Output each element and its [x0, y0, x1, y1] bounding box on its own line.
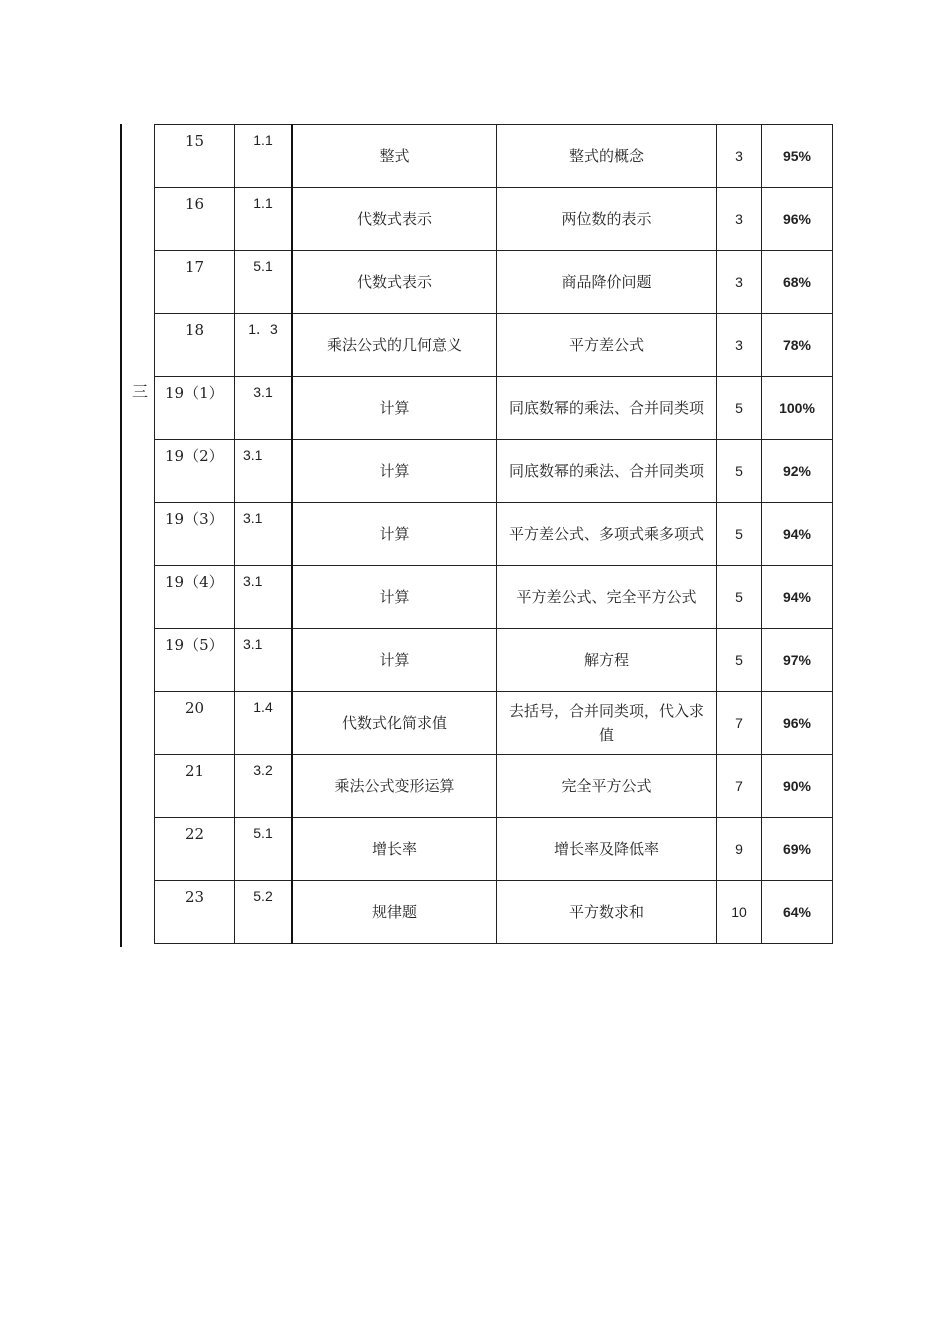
- score-cell: 5: [717, 377, 762, 440]
- table-row: [155, 755, 833, 818]
- standard-code-cell: 1.4: [235, 692, 293, 755]
- table-row: [155, 251, 833, 314]
- correct-rate-cell: 69%: [762, 818, 833, 881]
- question-number-cell: 16: [155, 188, 235, 251]
- standard-code-cell: 3.1: [235, 377, 293, 440]
- question-number-cell: 19（5）: [155, 629, 235, 692]
- topic-cell: 计算: [292, 440, 497, 503]
- question-number-cell: 19（3）: [155, 503, 235, 566]
- score-cell: 3: [717, 188, 762, 251]
- topic-cell: 乘法公式变形运算: [292, 755, 497, 818]
- knowledge-point-cell: 平方差公式、完全平方公式: [497, 566, 717, 629]
- knowledge-point-cell: 商品降价问题: [497, 251, 717, 314]
- table-row: [155, 566, 833, 629]
- question-number-cell: 17: [155, 251, 235, 314]
- topic-cell: 代数式化简求值: [292, 692, 497, 755]
- topic-cell: 增长率: [292, 818, 497, 881]
- correct-rate-cell: 100%: [762, 377, 833, 440]
- correct-rate-cell: 96%: [762, 188, 833, 251]
- correct-rate-cell: 96%: [762, 692, 833, 755]
- knowledge-point-cell: 同底数幂的乘法、合并同类项: [497, 440, 717, 503]
- topic-cell: 代数式表示: [292, 251, 497, 314]
- standard-code-cell: 1.1: [235, 125, 293, 188]
- topic-cell: 规律题: [292, 881, 497, 944]
- table-row: [155, 440, 833, 503]
- topic-cell: 计算: [292, 377, 497, 440]
- question-number-cell: 23: [155, 881, 235, 944]
- topic-cell: 代数式表示: [292, 188, 497, 251]
- table-row: [155, 692, 833, 755]
- table-row: [155, 188, 833, 251]
- knowledge-point-cell: 同底数幂的乘法、合并同类项: [497, 377, 717, 440]
- table-row: [155, 629, 833, 692]
- correct-rate-cell: 90%: [762, 755, 833, 818]
- knowledge-point-cell: 解方程: [497, 629, 717, 692]
- score-cell: 10: [717, 881, 762, 944]
- table-row: [155, 881, 833, 944]
- knowledge-point-cell: 平方差公式: [497, 314, 717, 377]
- question-number-cell: 18: [155, 314, 235, 377]
- correct-rate-cell: 64%: [762, 881, 833, 944]
- standard-code-cell: 5.2: [235, 881, 293, 944]
- correct-rate-cell: 94%: [762, 503, 833, 566]
- correct-rate-cell: 95%: [762, 125, 833, 188]
- correct-rate-cell: 92%: [762, 440, 833, 503]
- score-cell: 3: [717, 251, 762, 314]
- score-cell: 7: [717, 692, 762, 755]
- table-row: [155, 818, 833, 881]
- correct-rate-cell: 97%: [762, 629, 833, 692]
- question-analysis-table: [154, 124, 833, 944]
- knowledge-point-cell: 两位数的表示: [497, 188, 717, 251]
- section-label: 三: [131, 382, 148, 401]
- topic-cell: 乘法公式的几何意义: [292, 314, 497, 377]
- knowledge-point-cell: 去括号，合并同类项，代入求值: [497, 692, 717, 755]
- standard-code-cell: 3.2: [235, 755, 293, 818]
- knowledge-point-cell: 完全平方公式: [497, 755, 717, 818]
- question-number-cell: 21: [155, 755, 235, 818]
- knowledge-point-cell: 增长率及降低率: [497, 818, 717, 881]
- standard-code-cell: 3.1: [235, 440, 293, 503]
- table-row: [155, 503, 833, 566]
- topic-cell: 计算: [292, 503, 497, 566]
- knowledge-point-cell: 平方数求和: [497, 881, 717, 944]
- standard-code-cell: 5.1: [235, 818, 293, 881]
- topic-cell: 计算: [292, 566, 497, 629]
- topic-cell: 计算: [292, 629, 497, 692]
- correct-rate-cell: 68%: [762, 251, 833, 314]
- question-number-cell: 15: [155, 125, 235, 188]
- standard-code-cell: 1．3: [235, 314, 293, 377]
- score-cell: 5: [717, 440, 762, 503]
- score-cell: 5: [717, 629, 762, 692]
- standard-code-cell: 1.1: [235, 188, 293, 251]
- score-cell: 3: [717, 125, 762, 188]
- score-cell: 9: [717, 818, 762, 881]
- score-cell: 7: [717, 755, 762, 818]
- standard-code-cell: 3.1: [235, 503, 293, 566]
- standard-code-cell: 3.1: [235, 629, 293, 692]
- section-bracket-line: [120, 124, 122, 947]
- question-number-cell: 19（1）: [155, 377, 235, 440]
- score-cell: 3: [717, 314, 762, 377]
- knowledge-point-cell: 整式的概念: [497, 125, 717, 188]
- standard-code-cell: 3.1: [235, 566, 293, 629]
- correct-rate-cell: 78%: [762, 314, 833, 377]
- question-number-cell: 19（4）: [155, 566, 235, 629]
- score-cell: 5: [717, 566, 762, 629]
- topic-cell: 整式: [292, 125, 497, 188]
- knowledge-point-cell: 平方差公式、多项式乘多项式: [497, 503, 717, 566]
- table-body: [155, 125, 833, 944]
- question-number-cell: 20: [155, 692, 235, 755]
- correct-rate-cell: 94%: [762, 566, 833, 629]
- question-number-cell: 22: [155, 818, 235, 881]
- table-row: [155, 125, 833, 188]
- table-row: [155, 314, 833, 377]
- table-row: [155, 377, 833, 440]
- question-number-cell: 19（2）: [155, 440, 235, 503]
- score-cell: 5: [717, 503, 762, 566]
- standard-code-cell: 5.1: [235, 251, 293, 314]
